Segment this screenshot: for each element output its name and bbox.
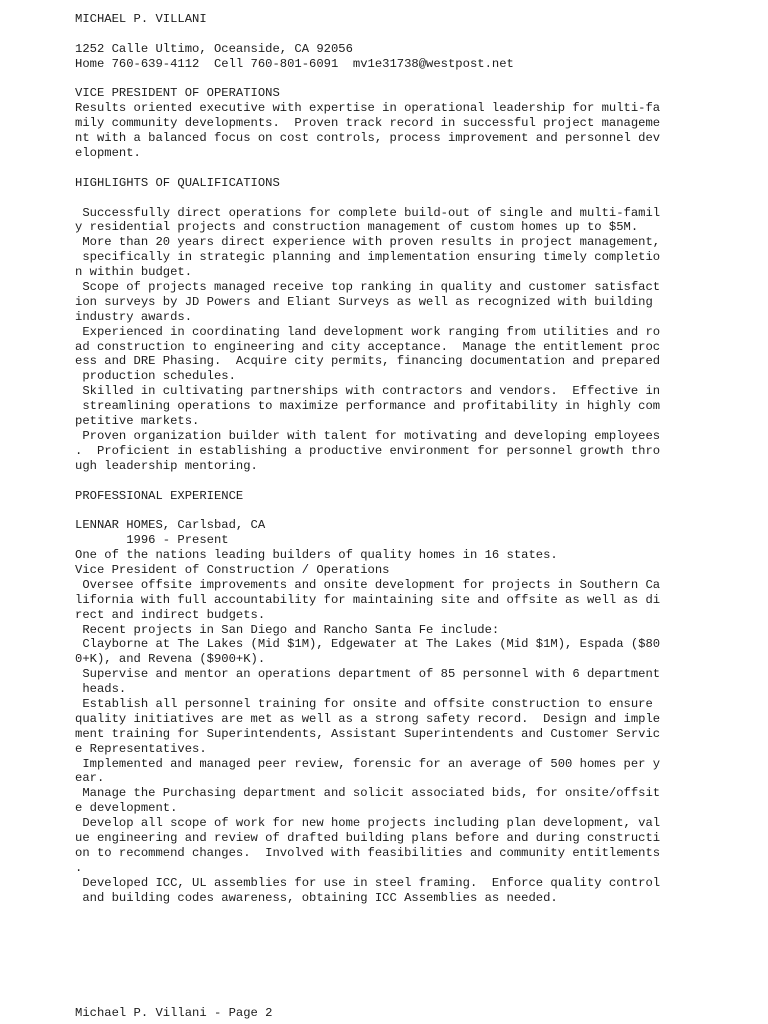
spacer — [75, 191, 755, 206]
contact-line: Home 760-639-4112 Cell 760-801-6091 mv1e31738@westpost.net — [75, 56, 514, 71]
summary-block — [75, 101, 755, 161]
candidate-name: MICHAEL P. VILLANI — [75, 12, 207, 26]
highlight-line: y residential projects and construction management of custom homes up to $5M. — [75, 220, 639, 235]
experience-line: Recent projects in San Diego and Rancho Santa Fe include: — [75, 622, 500, 637]
highlights-block — [75, 206, 755, 474]
experience-heading: PROFESSIONAL EXPERIENCE — [75, 488, 244, 503]
highlight-line: . Proficient in establishing a productive environment for personnel growth thro — [75, 443, 661, 458]
employer-line: LENNAR HOMES, Carlsbad, CA — [75, 518, 266, 533]
highlight-line: ad construction to engineering and city acceptance. Manage the entitlement proc — [75, 339, 661, 354]
job-title-heading: VICE PRESIDENT OF OPERATIONS — [75, 86, 280, 101]
experience-line: 0+K), and Revena ($900+K). — [75, 652, 266, 667]
experience-line: . — [75, 860, 83, 875]
highlight-line: specifically in strategic planning and implementation ensuring timely completio — [75, 250, 661, 265]
employer-description: One of the nations leading builders of quality homes in 16 states. — [75, 548, 558, 563]
experience-line: Oversee offsite improvements and onsite development for projects in Southern Ca — [75, 577, 661, 592]
position-title: Vice President of Construction / Operations — [75, 562, 390, 577]
experience-line: and building codes awareness, obtaining ICC Assemblies as needed. — [75, 890, 558, 905]
highlights-heading: HIGHLIGHTS OF QUALIFICATIONS — [75, 175, 280, 190]
page-footer: Michael P. Villani - Page 2 — [75, 1006, 273, 1020]
spacer — [75, 503, 755, 518]
experience-line: ment training for Superintendents, Assistant Superintendents and Customer Servic — [75, 726, 661, 741]
employment-dates: 1996 - Present — [75, 533, 229, 548]
experience-line: ear. — [75, 771, 105, 786]
summary-line: nt with a balanced focus on cost controls, process improvement and personnel dev — [75, 131, 661, 146]
highlight-line: ess and DRE Phasing. Acquire city permits, financing documentation and prepared — [75, 354, 661, 369]
experience-line: Clayborne at The Lakes (Mid $1M), Edgewater at The Lakes (Mid $1M), Espada ($80 — [75, 637, 661, 652]
experience-line: Establish all personnel training for onsite and offsite construction to ensure — [75, 696, 653, 711]
experience-line: on to recommend changes. Involved with feasibilities and community entitlements — [75, 845, 661, 860]
experience-line: Develop all scope of work for new home projects including plan development, val — [75, 816, 661, 831]
spacer — [75, 474, 755, 489]
highlight-line: Scope of projects managed receive top ranking in quality and customer satisfact — [75, 280, 661, 295]
highlight-line: production schedules. — [75, 369, 236, 384]
address-line: 1252 Calle Ultimo, Oceanside, CA 92056 — [75, 41, 353, 56]
highlight-line: industry awards. — [75, 309, 193, 324]
experience-line: heads. — [75, 682, 127, 697]
summary-line: mily community developments. Proven track record in successful project manageme — [75, 116, 661, 131]
experience-line: quality initiatives are met as well as a strong safety record. Design and imple — [75, 711, 661, 726]
summary-line: elopment. — [75, 146, 141, 161]
experience-block — [75, 578, 755, 906]
experience-line: Implemented and managed peer review, forensic for an average of 500 homes per y — [75, 756, 661, 771]
experience-line: Developed ICC, UL assemblies for use in steel framing. Enforce quality control — [75, 875, 661, 890]
highlight-line: ugh leadership mentoring. — [75, 458, 258, 473]
resume-page — [75, 12, 755, 905]
experience-line: Manage the Purchasing department and solicit associated bids, for onsite/offsit — [75, 786, 661, 801]
spacer — [75, 27, 755, 42]
highlight-line: ion surveys by JD Powers and Eliant Surveys as well as recognized with building — [75, 294, 653, 309]
experience-line: rect and indirect budgets. — [75, 607, 266, 622]
highlight-line: petitive markets. — [75, 414, 200, 429]
highlight-line: streamlining operations to maximize performance and profitability in highly com — [75, 399, 661, 414]
spacer — [75, 161, 755, 176]
experience-line: ue engineering and review of drafted building plans before and during constructi — [75, 830, 661, 845]
experience-line: lifornia with full accountability for maintaining site and offsite as well as di — [75, 592, 661, 607]
highlight-line: Proven organization builder with talent for motivating and developing employees — [75, 428, 661, 443]
highlight-line: n within budget. — [75, 265, 193, 280]
experience-line: e Representatives. — [75, 741, 207, 756]
highlight-line: Skilled in cultivating partnerships with contractors and vendors. Effective in — [75, 384, 661, 399]
highlight-line: Successfully direct operations for complete build-out of single and multi-famil — [75, 205, 661, 220]
experience-line: e development. — [75, 801, 178, 816]
highlight-line: Experienced in coordinating land development work ranging from utilities and ro — [75, 324, 661, 339]
summary-line: Results oriented executive with expertise in operational leadership for multi-fa — [75, 101, 661, 116]
spacer — [75, 72, 755, 87]
highlight-line: More than 20 years direct experience with proven results in project management, — [75, 235, 661, 250]
experience-line: Supervise and mentor an operations department of 85 personnel with 6 department — [75, 667, 661, 682]
